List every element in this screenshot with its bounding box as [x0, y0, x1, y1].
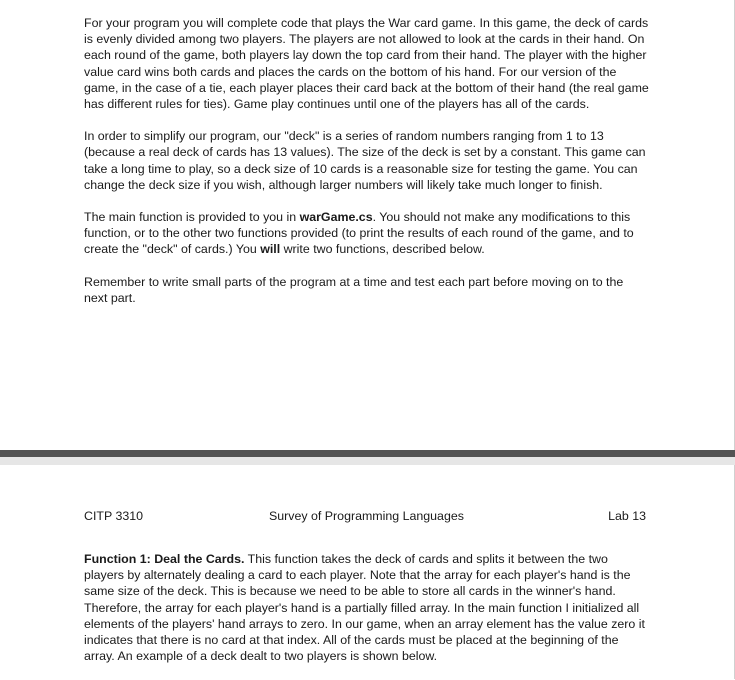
main-function-paragraph — [84, 209, 650, 258]
main-function-text-1: The main function is provided to you in — [84, 210, 300, 225]
page-header — [84, 509, 646, 525]
filename-bold: warGame.cs — [299, 210, 373, 225]
reminder-paragraph: Remember to write small parts of the program at a time and test each part before moving on to the next part. — [84, 274, 624, 305]
main-function-text-3: write two functions, described below. — [280, 242, 485, 257]
page-separator — [0, 450, 735, 465]
will-bold: will — [260, 242, 281, 257]
page-2-body — [84, 551, 650, 680]
function-1-body: This function takes the deck of cards and splits it between the two players by alternately dealing a card to each player. Note that the array for each player's hand is the same size of the deck. This is because we need to be able to store all cards in the winner's hand. Therefore, the array for each player's hand is a partially filled array. In the main function I initialized all elements of the players' hand arrays to zero. In our game, when an array element has the value zero it indicates that there is no card at that index. All of the cards must be placed at the beginning of the array. An example of a deck dealt to two players is shown below. — [84, 552, 645, 664]
header-lab-number: Lab 13 — [608, 509, 646, 523]
header-course-title: Survey of Programming Languages — [269, 509, 464, 523]
intro-paragraph: For your program you will complete code that plays the War card game. In this game, the deck of cards is evenly divided among two players. The players are not allowed to look at the cards in their hand. On each round of the game, both players lay down the top card from their hand. The player with the higher value card wins both cards and places the cards on the bottom of his hand. For our version of the game, in the case of a tie, each player places their card back at the bottom of their hand (the real game has different rules for ties). Game play continues until one of the players has all of the cards. — [84, 16, 649, 112]
function-1-paragraph — [84, 551, 650, 664]
main-function-text-2: . You should not make any modifications to this function, or to the other two functions provided (to print the results of each round of the game, and to create the "deck" of cards.) You — [84, 210, 634, 257]
header-course-code: CITP 3310 — [84, 509, 144, 523]
deck-paragraph: In order to simplify our program, our "deck" is a series of random numbers ranging from 1 to 13 (because a real deck of cards has 13 values). The size of the deck is set by a constant. This game can take a long time to play, so a deck size of 10 cards is a reasonable size for testing the game. You can change the deck size if you wish, although larger numbers will likely take much longer to finish. — [84, 129, 646, 192]
page-separator-bar — [0, 450, 735, 457]
function-1-heading: Function 1: Deal the Cards. — [84, 552, 245, 566]
page-1-body — [84, 15, 650, 322]
